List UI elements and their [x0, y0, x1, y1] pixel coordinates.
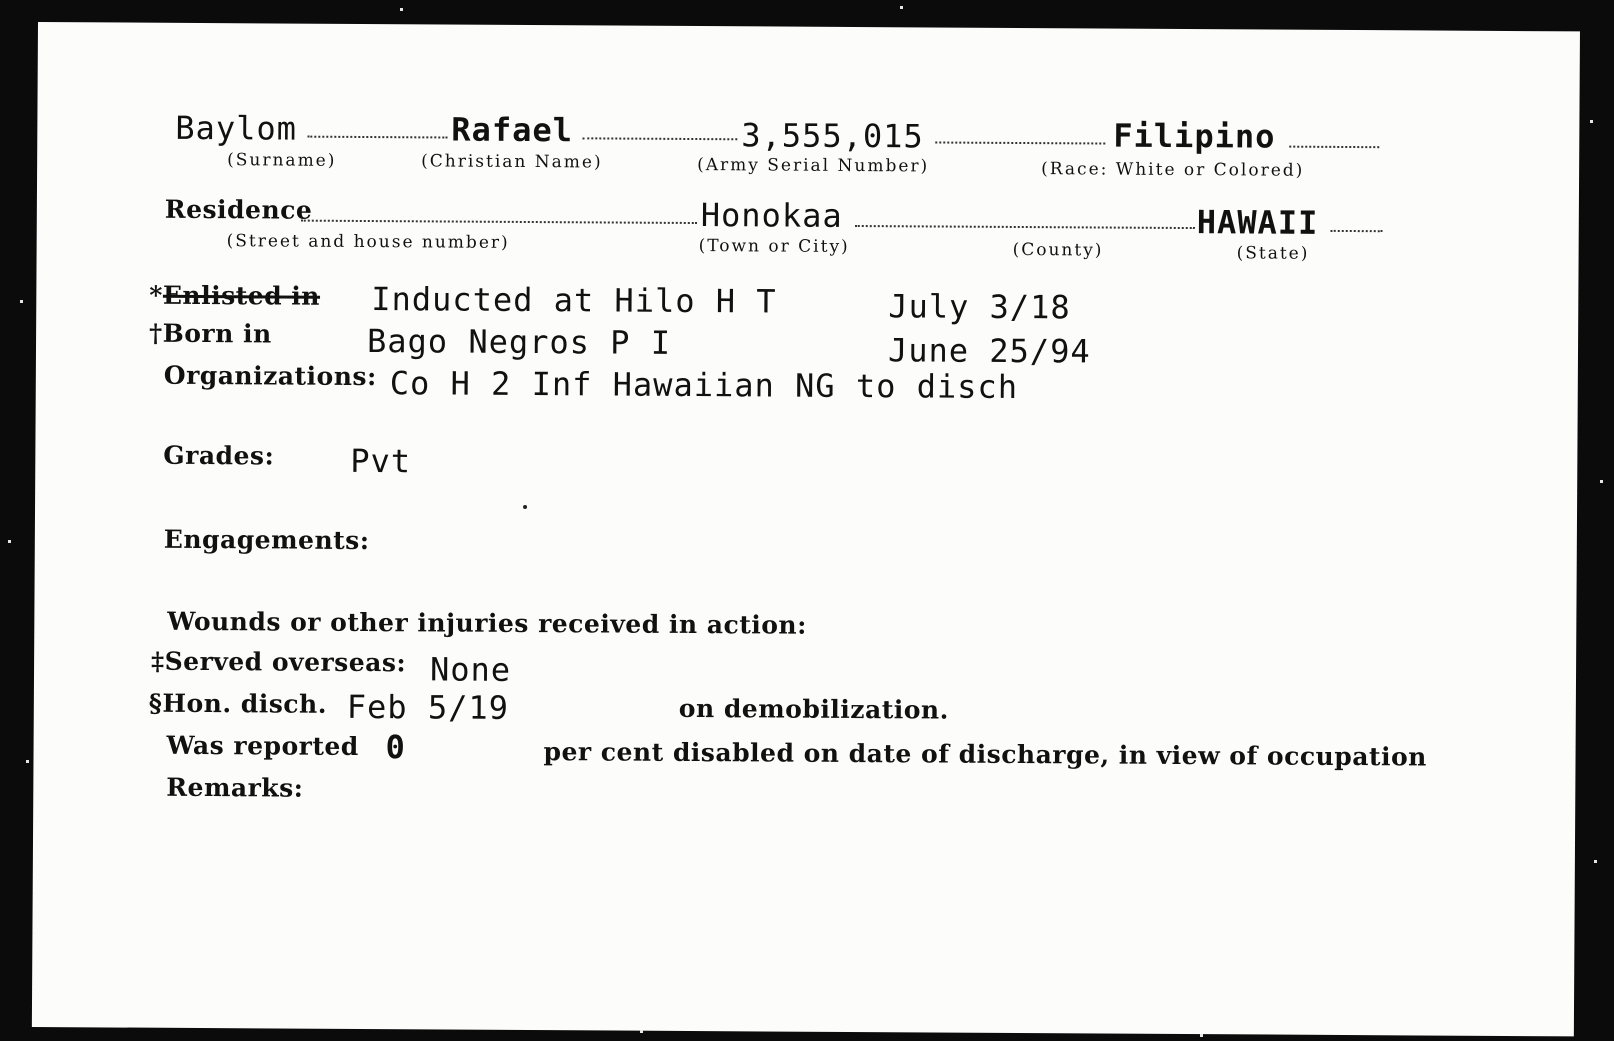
born-date: June 25/94	[887, 331, 1091, 371]
remarks-label: Remarks:	[166, 772, 304, 803]
race-dotted-line	[1289, 146, 1379, 149]
enlisted-marker: *	[149, 280, 163, 310]
scan-noise	[1590, 120, 1593, 123]
serial-number-value: 3,555,015	[741, 116, 924, 156]
scan-noise	[1600, 480, 1603, 483]
enlisted-label	[149, 281, 320, 311]
christian-name-value: Rafael	[451, 110, 574, 150]
county-dotted-line	[855, 225, 1195, 229]
enlisted-value: Inducted at Hilo H T	[371, 280, 777, 321]
street-caption: (Street and house number)	[226, 231, 510, 253]
state-value: HAWAII	[1196, 203, 1319, 242]
serial-caption: (Army Serial Number)	[697, 155, 930, 177]
christian-name-caption: (Christian Name)	[421, 151, 603, 173]
grades-value: Pvt	[350, 441, 412, 481]
scan-noise	[8, 540, 11, 543]
town-caption: (Town or City)	[698, 236, 850, 257]
enlisted-struck-text: Enlisted in	[162, 280, 321, 311]
born-label: †Born in	[149, 318, 272, 349]
discharge-suffix: on demobilization.	[678, 693, 949, 725]
reported-label: Was reported	[166, 730, 359, 761]
scan-noise	[900, 6, 903, 9]
ink-speck	[523, 505, 527, 509]
born-value: Bago Negros P I	[366, 322, 672, 362]
race-caption: (Race: White or Colored)	[1041, 159, 1305, 181]
scan-noise	[1594, 860, 1597, 863]
enlisted-date: July 3/18	[888, 287, 1071, 327]
reported-value: 0	[385, 728, 406, 767]
state-caption: (State)	[1236, 243, 1310, 264]
surname-value: Baylom	[175, 108, 298, 148]
grades-label: Grades:	[163, 440, 275, 471]
scan-noise	[640, 1030, 643, 1033]
street-dotted-line	[301, 220, 697, 224]
scan-noise	[26, 760, 29, 763]
race-value: Filipino	[1113, 116, 1276, 156]
town-value: Honokaa	[700, 196, 843, 235]
christian-name-dotted-line	[582, 137, 737, 140]
residence-label: Residence	[164, 194, 313, 225]
organizations-label: Organizations:	[163, 360, 377, 392]
discharge-value: Feb 5/19	[346, 687, 510, 727]
served-overseas-label: ‡Served overseas:	[151, 646, 407, 678]
wounds-label: Wounds or other injuries received in action:	[167, 606, 807, 640]
scan-noise	[1200, 1034, 1203, 1037]
discharge-label: §Hon. disch.	[148, 688, 328, 719]
engagements-label: Engagements:	[163, 524, 370, 556]
served-overseas-value: None	[429, 650, 512, 689]
organizations-value: Co H 2 Inf Hawaiian NG to disch	[389, 364, 1019, 406]
scan-noise	[400, 8, 403, 11]
surname-dotted-line	[307, 136, 447, 139]
state-dotted-line	[1331, 230, 1383, 232]
serial-dotted-line	[935, 141, 1105, 144]
surname-caption: (Surname)	[227, 150, 337, 171]
county-caption: (County)	[1012, 239, 1104, 261]
scan-noise	[20, 300, 23, 303]
service-record-card	[32, 22, 1580, 1036]
reported-suffix: per cent disabled on date of discharge, in view of occupation	[543, 737, 1427, 772]
